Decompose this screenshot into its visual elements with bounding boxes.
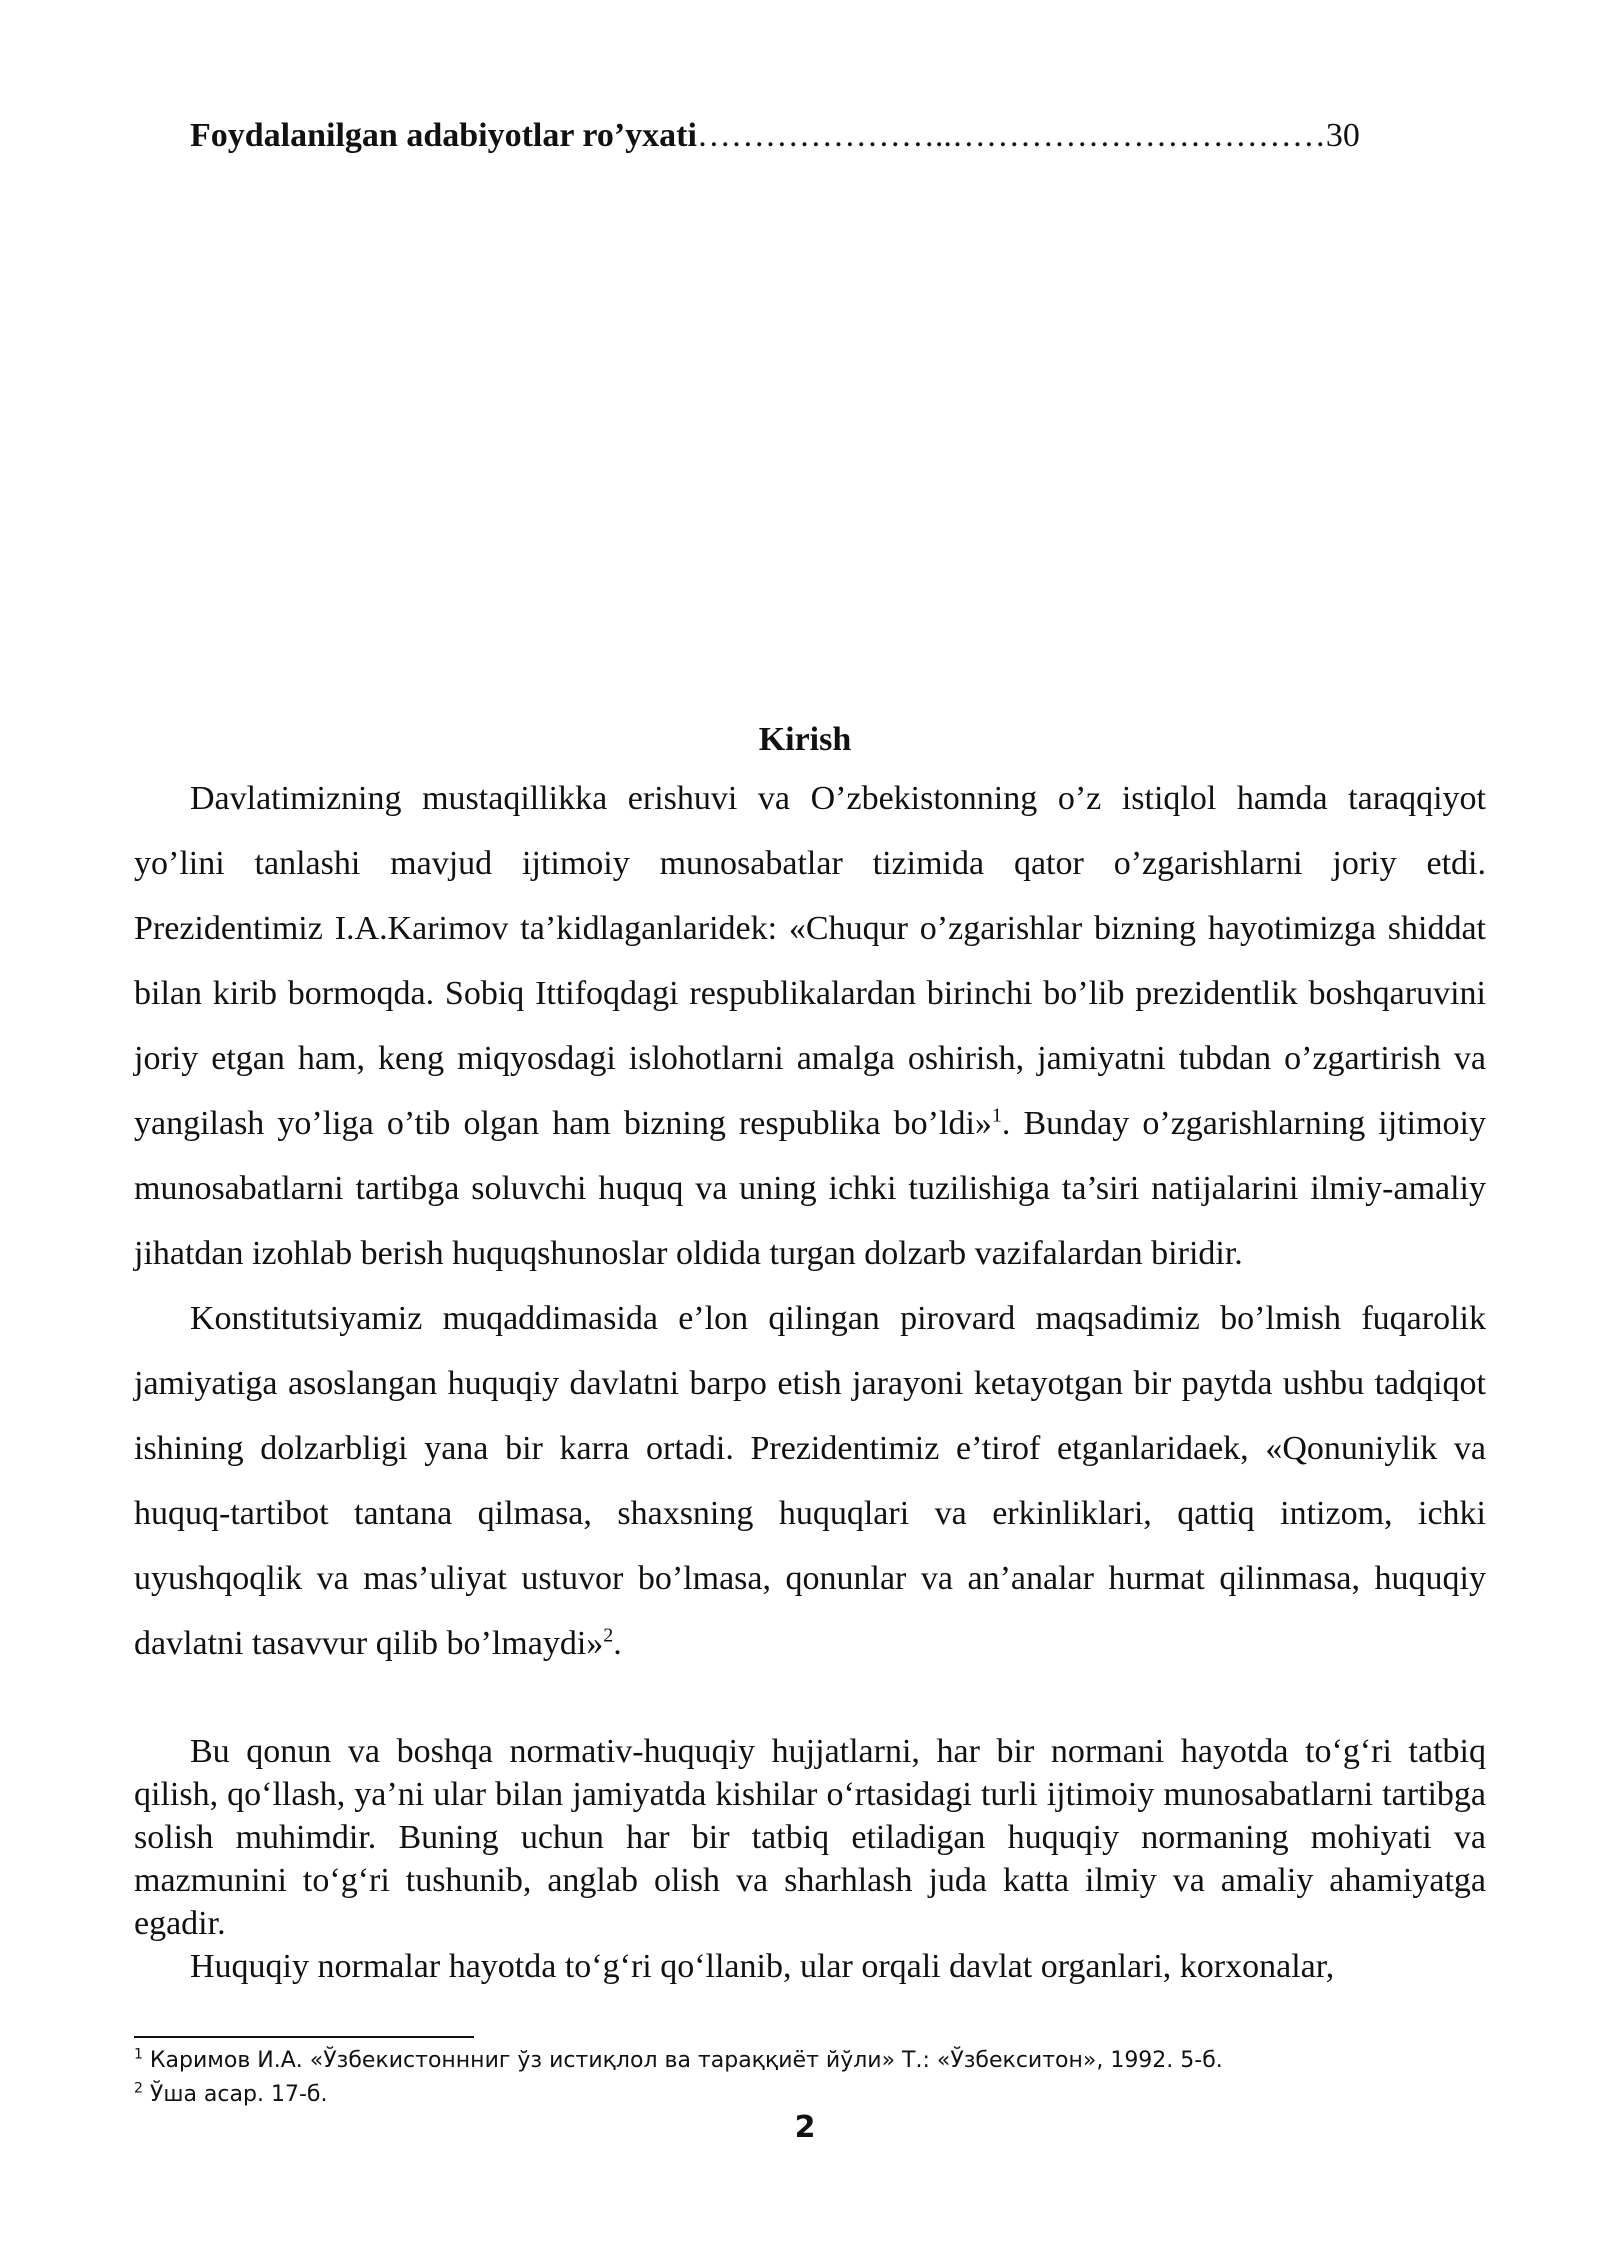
- footnote-ref[interactable]: 1: [991, 1104, 1002, 1127]
- footnote-mark: 2: [134, 2080, 143, 2097]
- footnote-separator: [134, 2036, 474, 2038]
- body-text: [134, 766, 1486, 1676]
- paragraph-text: . Bunday o’zgarishlarning ijtimoiy munosabatlarni tartibga soluvchi huquq va uning ichki tuzilishiga ta’siri natijalarini ilmiy-amaliy jihatdan izohlab berish huquqshunoslar oldida turgan dolzarb vazifalardan biridir.: [134, 1105, 1486, 1272]
- footnote: [134, 2078, 1486, 2112]
- page-number: 2: [794, 2110, 816, 2145]
- section-heading: Kirish: [758, 721, 852, 758]
- footnote-text: Ўша асар. 17-б.: [149, 2082, 328, 2107]
- paragraph: [134, 1286, 1486, 1676]
- paragraph: [134, 766, 1486, 1286]
- toc-leader-dots: …………………..……………………………: [696, 117, 1326, 154]
- footnote-mark: 1: [134, 2046, 143, 2063]
- paragraph-text: .: [613, 1625, 622, 1662]
- footnote-ref[interactable]: 2: [603, 1624, 614, 1647]
- paragraph: Bu qonun va boshqa normativ-huquqiy hujjatlarni, har bir normani hayotda to‘g‘ri tatbiq qilish, qo‘llash, ya’ni ular bilan jamiyatda kishilar o‘rtasidagi turli ijtimoiy munosabatlarni tartibga solish muhimdir. Buning uchun har bir tatbiq etiladigan huquqiy normaning mohiyati va mazmunini to‘g‘ri tushunib, anglab olish va sharhlash juda katta ilmiy va amaliy ahamiyatga egadir.: [134, 1733, 1486, 1942]
- footnote: [134, 2044, 1486, 2078]
- toc-entry: [190, 114, 1490, 158]
- paragraph-text: Konstitutsiyamiz muqaddimasida e’lon qilingan pirovard maqsadimiz bo’lmish fuqarolik jamiyatiga asoslangan huquqiy davlatni barpo etish jarayoni ketayotgan bir paytda ushbu tadqiqot ishining dolzarbligi yana bir karra ortadi. Prezidentimiz e’tirof etganlaridaek, «Qonuniylik va huquq-tartibot tantana qilmasa, shaxsning huquqlari va erkinliklari, qattiq intizom, ichki uyushqoqlik va mas’uliyat ustuvor bo’lmasa, qonunlar va an’analar hurmat qilinmasa, huquqiy davlatni tasavvur qilib bo’lmaydi»: [134, 1300, 1486, 1662]
- footnotes: [134, 2044, 1486, 2112]
- footnote-text: Каримов И.А. «Ўзбекистоннниг ўз истиқлол ва тараққиёт йўли» Т.: «Ўзбекситон», 1992. 5-б.: [149, 2048, 1223, 2073]
- toc-page-number: 30: [1325, 117, 1360, 154]
- body-text-compact: [134, 1730, 1486, 1988]
- paragraph-text: Davlatimizning mustaqillikka erishuvi va O’zbekistonning o’z istiqlol hamda taraqqiyot yo’lini tanlashi mavjud ijtimoiy munosabatlar tizimida qator o’zgarishlarni joriy etdi. Prezidentimiz I.A.Karimov ta’kidlaganlaridek: «Chuqur o’zgarishlar bizning hayotimizga shiddat bilan kirib bormoqda. Sobiq Ittifoqdagi respublikalardan birinchi bo’lib prezidentlik boshqaruvini joriy etgan ham, keng miqyosdagi islohotlarni amalga oshirish, jamiyatni tubdan o’zgartirish va yangilash yo’liga o’tib olgan ham bizning respublika bo’ldi»: [134, 780, 1486, 1142]
- paragraph: Huquqiy normalar hayotda to‘g‘ri qo‘llanib, ular orqali davlat organlari, korxonalar,: [190, 1948, 1335, 1985]
- toc-entry-title: Foydalanilgan adabiyotlar ro’yxati: [190, 117, 697, 154]
